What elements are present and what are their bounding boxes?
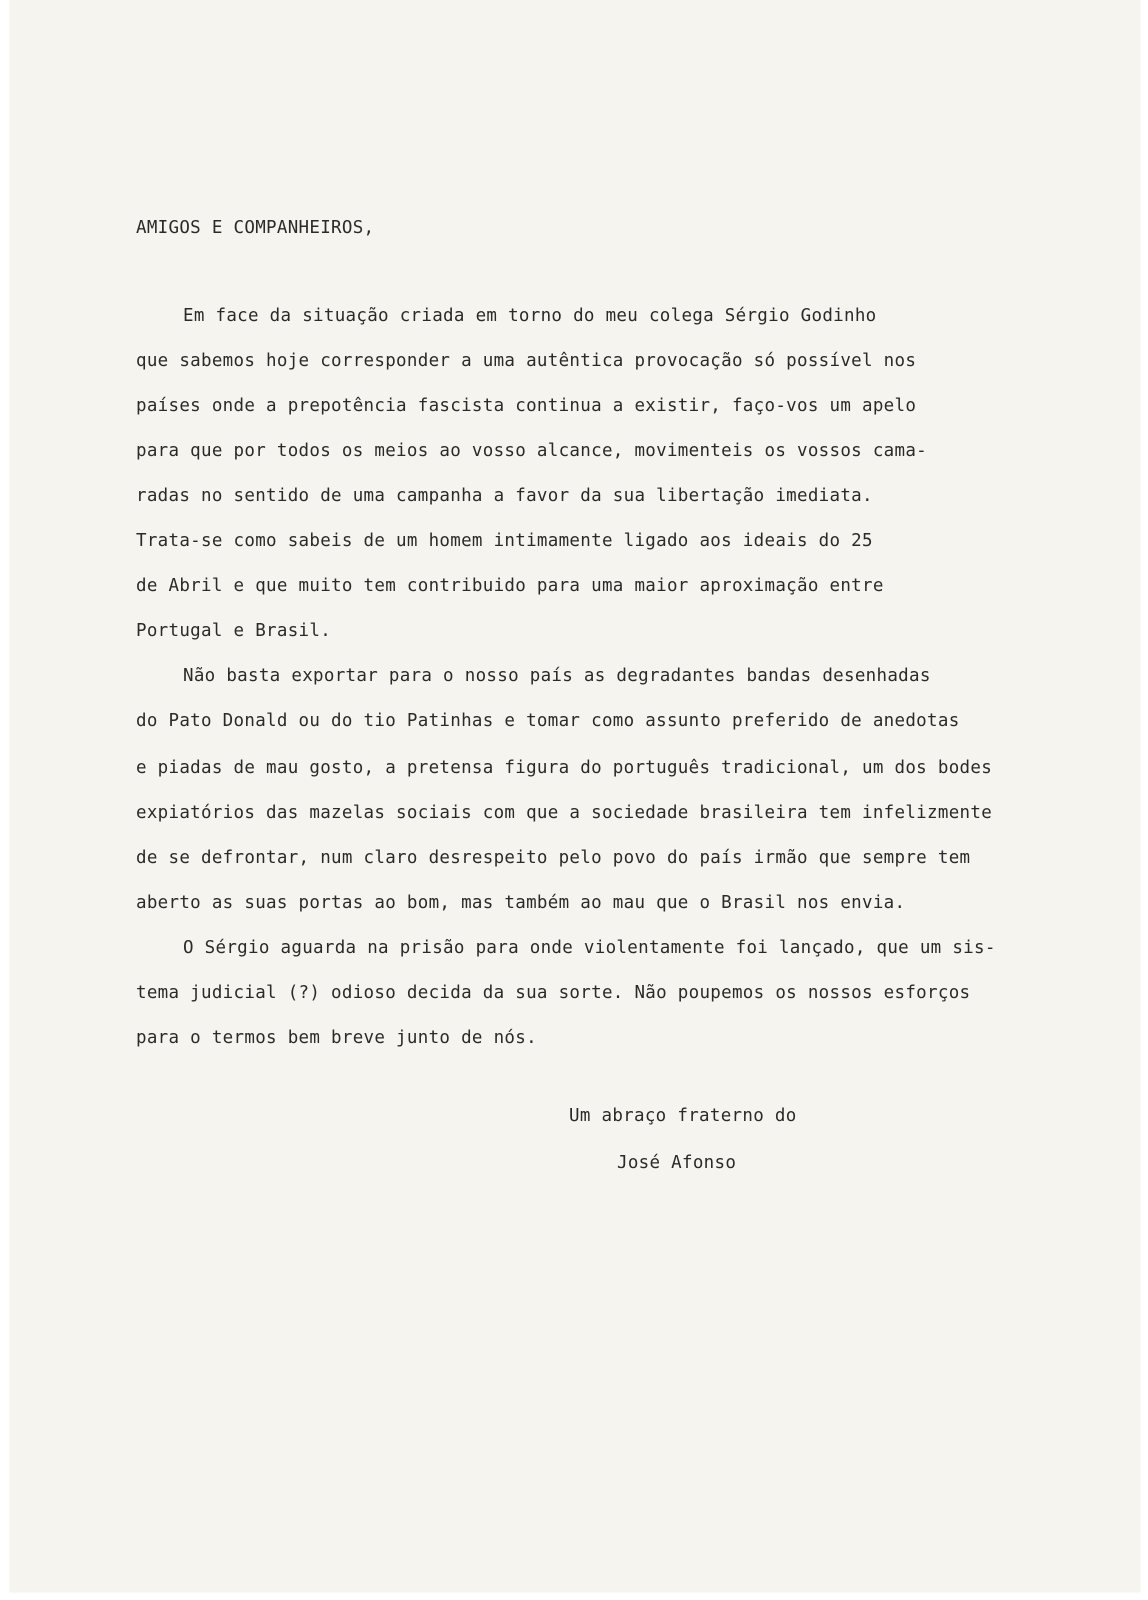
body-line: do Pato Donald ou do tio Patinhas e tomar como assunto preferido de anedotas [136, 711, 960, 731]
body-line: para o termos bem breve junto de nós. [136, 1028, 537, 1048]
salutation: AMIGOS E COMPANHEIROS, [136, 218, 375, 238]
body-line: Em face da situação criada em torno do meu colega Sérgio Godinho [183, 306, 877, 326]
body-line: para que por todos os meios ao vosso alcance, movimenteis os vossos cama- [136, 441, 928, 461]
body-line: aberto as suas portas ao bom, mas também ao mau que o Brasil nos envia. [136, 893, 906, 913]
body-line: Não basta exportar para o nosso país as degradantes bandas desenhadas [183, 666, 931, 686]
body-line: Trata-se como sabeis de um homem intimamente ligado aos ideais do 25 [136, 531, 873, 551]
body-line: radas no sentido de uma campanha a favor da sua libertação imediata. [136, 486, 873, 506]
letter-page [10, 0, 1140, 1592]
body-line: de se defrontar, num claro desrespeito pelo povo do país irmão que sempre tem [136, 848, 971, 868]
signature: José Afonso [617, 1153, 737, 1173]
body-line: Portugal e Brasil. [136, 621, 332, 641]
body-line: que sabemos hoje corresponder a uma autêntica provocação só possível nos [136, 351, 917, 371]
body-line: expiatórios das mazelas sociais com que a sociedade brasileira tem infelizmente [136, 803, 993, 823]
body-line: países onde a prepotência fascista continua a existir, faço-vos um apelo [136, 396, 917, 416]
closing: Um abraço fraterno do [569, 1106, 797, 1126]
body-line: de Abril e que muito tem contribuido para uma maior aproximação entre [136, 576, 884, 596]
body-line: e piadas de mau gosto, a pretensa figura do português tradicional, um dos bodes [136, 758, 993, 778]
body-line: O Sérgio aguarda na prisão para onde violentamente foi lançado, que um sis- [183, 938, 996, 958]
body-line: tema judicial (?) odioso decida da sua sorte. Não poupemos os nossos esforços [136, 983, 971, 1003]
